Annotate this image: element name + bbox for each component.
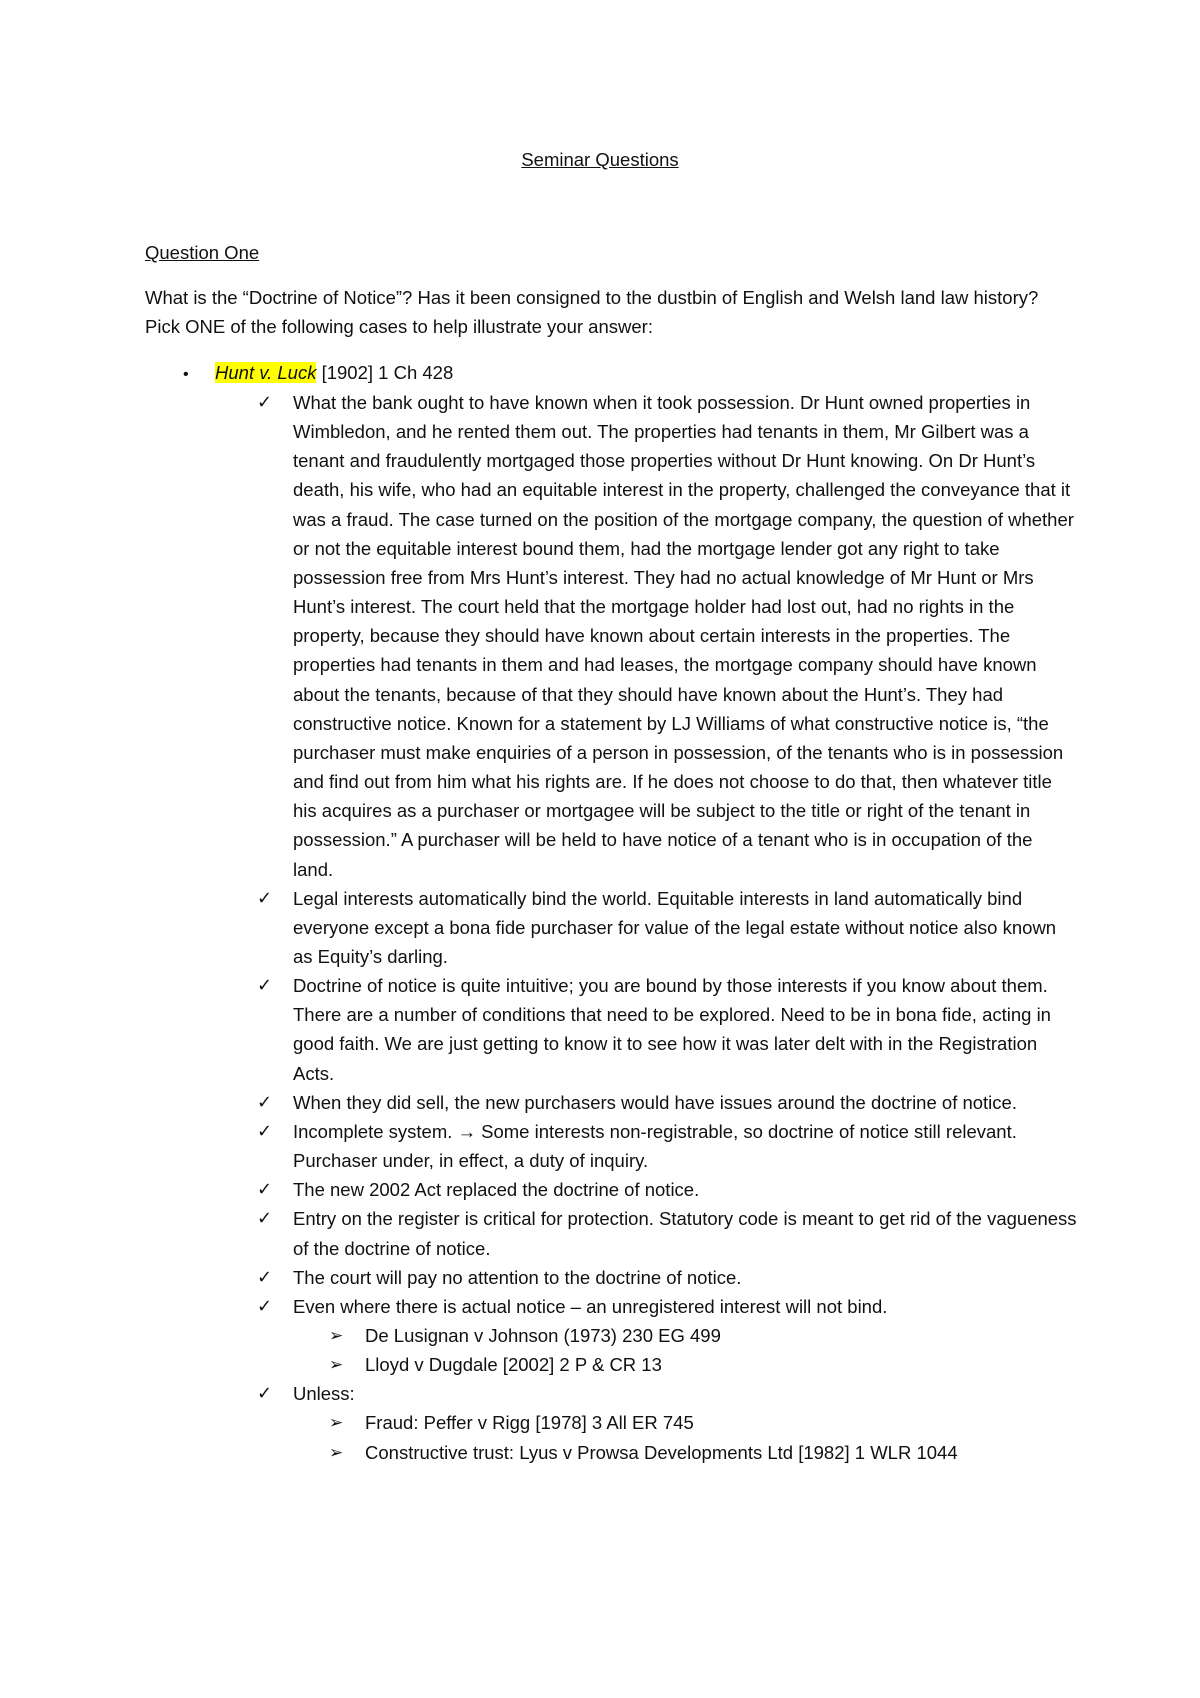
case-citation: [1902] 1 Ch 428 [316,362,454,383]
case-sublist [293,1321,1077,1379]
checkmark-icon: ✓ [257,1295,273,1316]
note-text: The new 2002 Act replaced the doctrine of notice. [293,1179,700,1201]
case-reference-text: Fraud: Peffer v Rigg [1978] 3 All ER 745 [365,1412,694,1434]
note-text: Legal interests automatically bind the world. Equitable interests in land automatically bind everyone except a bona fide purchaser for value of the legal estate without notice also known as Equity’s darling. [293,887,1057,967]
checkmark-icon: ✓ [257,1091,273,1112]
arrowhead-icon: ➢ [329,1413,344,1433]
note-item [257,1292,1077,1379]
arrowhead-icon: ➢ [329,1326,344,1345]
note-item [257,388,1077,884]
case-sublist [293,1408,1077,1466]
page-title: Seminar Questions [521,149,679,170]
case-reference-text: De Lusignan v Johnson (1973) 230 EG 499 [365,1325,721,1346]
note-item [257,971,1077,1088]
note-text: What the bank ought to have known when it took possession. Dr Hunt owned properties in Wimbledon, and he rented them out. The properties had tenants in them, Mr Gilbert was a tenant and fraudulently mortgaged those properties without Dr Hunt knowing. On Dr Hunt’s death, his wife, who had an equitable interest in the property, challenged the conveyance that it was a fraud. The case turned on the position of the mortgage company, the question of whether or not the equitable interest bound them, had the mortgage lender got any right to take possession free from Mrs Hunt’s interest. They had no actual knowledge of Mr Hunt or Mrs Hunt’s interest. The court held that the mortgage holder had lost out, had no rights in the property, because they should have known about certain interests in the properties. The properties had tenants in them and had leases, the mortgage company should have known about the tenants, because of that they should have known about the Hunt’s. They had constructive notice. Known for a statement by LJ Williams of what constructive notice is, “the purchaser must make enquiries of a person in possession, of the tenants who is in possession and find out from him what his rights are. If he does not choose to do that, then whatever title his acquires as a purchaser or mortgagee will be subject to the title or right of the tenant in possession.” A purchaser will be held to have notice of a tenant who is in occupation of the land. [293,392,1074,880]
checkmark-icon: ✓ [257,1266,273,1287]
checkmark-icon: ✓ [257,1383,273,1404]
case-reference [293,1321,1077,1350]
case-reference [293,1350,1077,1379]
arrowhead-icon: ➢ [329,1355,344,1375]
case-reference-text: Lloyd v Dugdale [2002] 2 P & CR 13 [365,1354,662,1376]
note-item [257,1379,1077,1466]
note-item [257,884,1077,971]
checkmark-icon: ✓ [257,392,273,412]
note-item [257,1175,1077,1204]
note-text: When they did sell, the new purchasers would have issues around the doctrine of notice. [293,1091,1017,1113]
note-text: The court will pay no attention to the doctrine of notice. [293,1266,742,1288]
checkmark-icon: ✓ [257,887,273,908]
note-item [257,1263,1077,1292]
note-item [257,1088,1077,1117]
note-item [257,1204,1077,1262]
arrowhead-icon: ➢ [329,1442,344,1462]
case-name-highlighted: Hunt v. Luck [215,362,317,383]
note-text: Doctrine of notice is quite intuitive; you are bound by those interests if you know about them. There are a number of conditions that need to be explored. Need to be in bona fide, acting in good faith. We are just getting to know it to see how it was later delt with in the Registration Acts. [293,975,1051,1084]
checkmark-icon: ✓ [257,975,273,996]
checkmark-icon: ✓ [257,1120,273,1141]
note-text: Unless: [293,1383,355,1405]
question-heading: Question One [145,242,260,263]
case-reference-text: Constructive trust: Lyus v Prowsa Developments Ltd [1982] 1 WLR 1044 [365,1441,958,1463]
case-reference [293,1438,1077,1467]
checkmark-icon: ✓ [257,1208,273,1229]
case-reference [293,1408,1077,1437]
case-bullet [145,360,453,388]
note-text: Entry on the register is critical for protection. Statutory code is meant to get rid of the vagueness of the doctrine of notice. [293,1208,1077,1259]
checkmark-icon: ✓ [257,1179,273,1200]
question-text: What is the “Doctrine of Notice”? Has it been consigned to the dustbin of English and Welsh land law history? Pick ONE of the following cases to help illustrate your answer: [145,287,1039,337]
bullet-dot-icon: • [183,366,189,383]
case-notes-list [257,388,1077,1467]
note-text: Incomplete system. → Some interests non-registrable, so doctrine of notice still relevant. Purchaser under, in effect, a duty of inquiry. [293,1120,1017,1172]
note-item [257,1117,1077,1175]
note-text: Even where there is actual notice – an unregistered interest will not bind. [293,1295,888,1317]
